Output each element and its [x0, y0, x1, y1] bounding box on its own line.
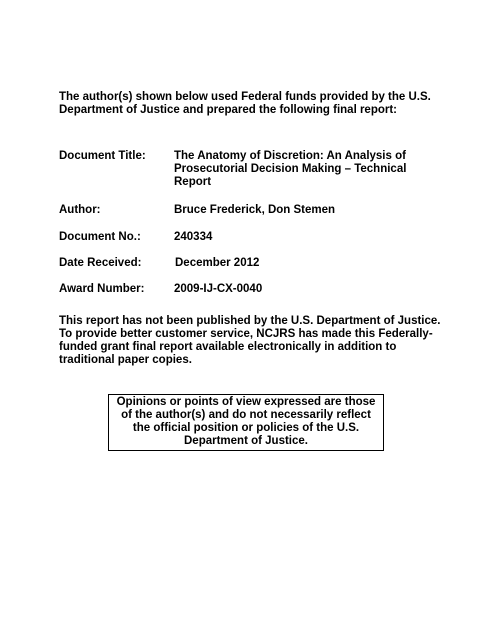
notice-line: traditional paper copies. [59, 354, 192, 366]
document-number-label: Document No.: [59, 231, 141, 243]
author-label: Author: [59, 204, 101, 216]
intro-paragraph [59, 91, 459, 117]
notice-line: This report has not been published by the U.S. Department of Justice. [59, 315, 441, 327]
disclaimer-line: of the author(s) and do not necessarily reflect [121, 409, 371, 421]
disclaimer-line: Opinions or points of view expressed are those [116, 396, 376, 408]
author-value: Bruce Frederick, Don Stemen [174, 204, 336, 216]
document-title-line: Report [174, 176, 212, 188]
disclaimer-line: Department of Justice. [184, 435, 308, 447]
document-title-line: The Anatomy of Discretion: An Analysis of [174, 150, 406, 162]
notice-line: funded grant final report available electronically in addition to [59, 341, 397, 353]
date-received-label: Date Received: [59, 257, 142, 269]
document-number-value: 240334 [174, 231, 213, 243]
notice-paragraph [59, 315, 459, 367]
date-received-value: December 2012 [175, 257, 260, 269]
award-number-value: 2009-IJ-CX-0040 [174, 283, 263, 295]
intro-line: Department of Justice and prepared the following final report: [59, 104, 398, 116]
document-title-line: Prosecutorial Decision Making – Technical [174, 163, 407, 175]
disclaimer-line: the official position or policies of the U.S. [132, 422, 360, 434]
intro-line: The author(s) shown below used Federal funds provided by the U.S. [59, 91, 431, 103]
document-title-value [174, 150, 406, 189]
disclaimer-box [108, 394, 384, 451]
document-title-label: Document Title: [59, 150, 146, 162]
notice-line: To provide better customer service, NCJRS has made this Federally- [59, 328, 433, 340]
award-number-label: Award Number: [59, 283, 145, 295]
